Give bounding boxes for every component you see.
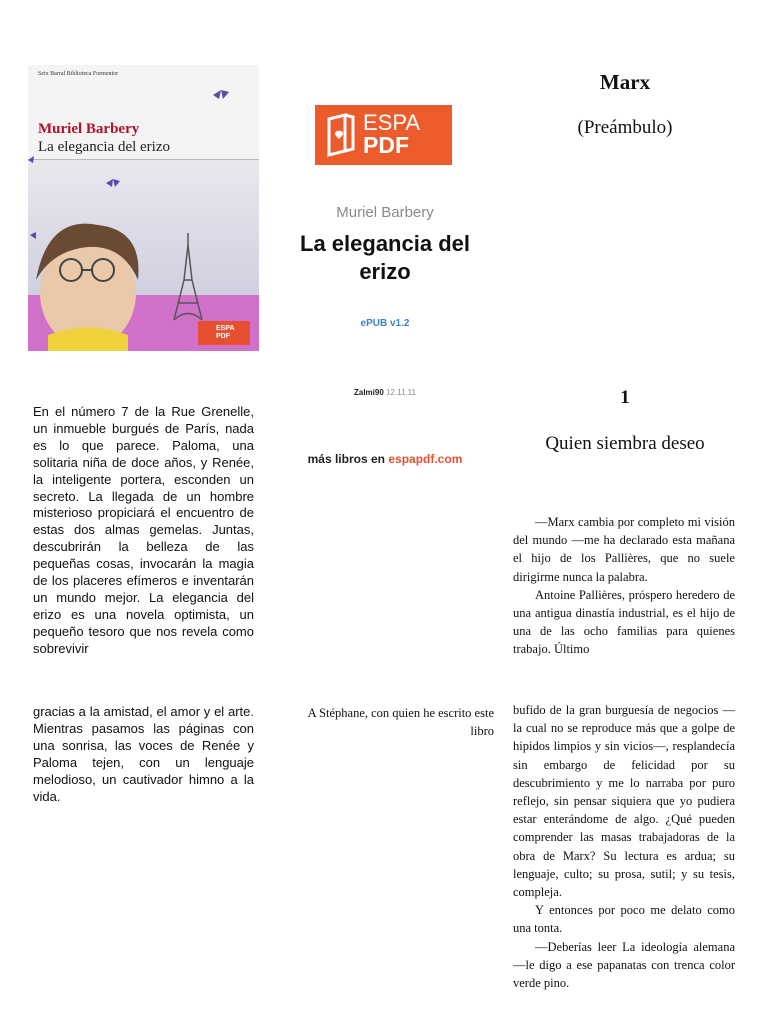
credit-name: Zalmi90 <box>354 388 384 397</box>
more-books-prefix: más libros en <box>307 452 385 466</box>
cover-imprint: Seix Barral Biblioteca Formentor <box>38 71 119 77</box>
paragraph: Antoine Pallières, próspero heredero de una antigua dinastía industrial, es el hijo de una de las ocho familias para quienes trabajo. Último <box>513 587 735 657</box>
book-cover-image <box>28 65 259 351</box>
scan-credit <box>290 388 480 397</box>
synopsis-part-1: En el número 7 de la Rue Grenelle, un inmueble burgués de París, nada es lo que parece. Paloma, una solitaria niña de doce años, y Renée, la inteligente portera, esconden un secreto. La llegada de un hombre misterioso propiciará el encuentro de estas dos almas gemelas. Juntas, descubrirán la belleza de las pequeñas cosas, invocarán la magia de los placeres efímeros e inventarán un mundo mejor. La elegancia del erizo es una novela optimista, un pequeño tesoro que nos revela como sobrevivir <box>33 404 254 656</box>
espa-pdf-logo <box>315 105 452 165</box>
synopsis-part-2: gracias a la amistad, el amor y el arte. Mientras pasamos las páginas con una sonrisa, las voces de Renée y Paloma tejen, con un lenguaje melodioso, un cautivador himno a la vida. <box>33 704 254 804</box>
cover-espa-badge: ESPA PDF <box>198 321 250 345</box>
dedication: A Stéphane, con quien he escrito este libro <box>307 706 494 738</box>
preamble-heading: Marx <box>599 70 651 94</box>
chapter-text-block-2 <box>513 701 735 992</box>
cover-author: Muriel Barbery <box>38 121 140 137</box>
more-books-site[interactable]: espapdf.com <box>388 452 463 466</box>
more-books-link[interactable] <box>290 452 480 466</box>
paragraph: Y entonces por poco me delato como una tonta. <box>513 903 735 936</box>
edition-version: ePUB v1.2 <box>360 318 410 329</box>
preamble-subheading: (Preámbulo) <box>577 117 673 138</box>
logo-text: ESPA PDF <box>363 110 421 158</box>
paragraph: —Marx cambia por completo mi visión del mundo —me ha declarado esta mañana el hijo de los Pallières, que no suele dirigirme nunca la palabra. <box>513 515 735 584</box>
credit-date: 12.11.11 <box>386 388 416 397</box>
chapter-text-block-1 <box>513 513 735 659</box>
book-heart-icon <box>315 105 363 165</box>
book-author: Muriel Barbery <box>336 204 434 221</box>
cover-title: La elegancia del erizo <box>38 139 170 155</box>
cover-illustration <box>28 65 259 351</box>
chapter-number: 1 <box>620 387 630 408</box>
paragraph: —Deberías leer La ideología alemana —le digo a ese papanatas con trenca color verde pino. <box>513 939 735 991</box>
book-title: La elegancia del erizo <box>300 231 470 284</box>
paragraph: bufido de la gran burguesía de negocios —la cual no se reproduce más que a golpe de hipidos limpios y sin vicios—, resplandecía sin embargo de felicidad por su descubrimiento y me lo narraba por puro reflejo, sin pensar siquiera que yo pudiera estar enterándome de algo. ¿Qué pueden comprender las masas trabajadoras de la obra de Marx? Su lectura es ardua; su lenguaje, culto; su prosa, sutil; y su tesis, compleja. <box>513 703 735 900</box>
eiffel-tower-icon <box>174 233 202 320</box>
girl-portrait <box>36 224 139 351</box>
chapter-title: Quien siembra deseo <box>545 433 705 454</box>
butterfly-icon <box>28 90 229 239</box>
